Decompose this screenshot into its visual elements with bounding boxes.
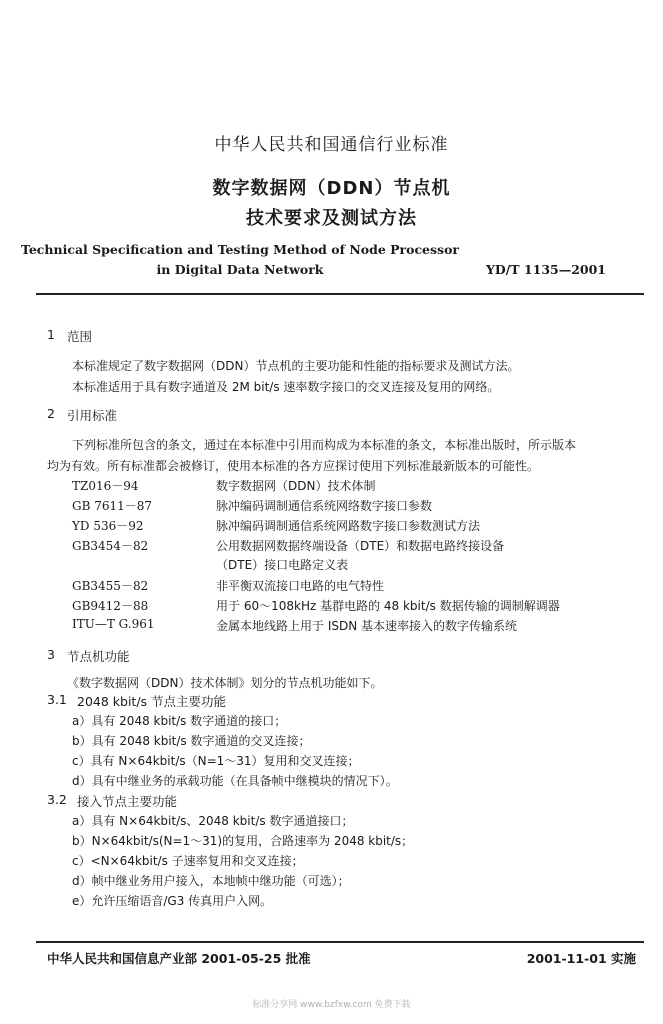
standard-number: YD/T 1135—2001 <box>485 262 606 277</box>
section-1-paragraph: 本标准适用于具有数字通道及 2M bit/s 速率数字接口的交叉连接及复用的网络。 <box>72 380 500 394</box>
reference-code: GB 7611－87 <box>72 499 153 513</box>
subsection-3-1-number: 3.1 <box>47 692 67 707</box>
footer-divider <box>36 941 644 943</box>
section-2-title: 引用标准 <box>67 408 118 423</box>
english-title-line1: Technical Specification and Testing Method of Node Processor <box>20 242 460 257</box>
english-title-line2: in Digital Data Network <box>156 262 324 277</box>
section-2-paragraph: 下列标准所包含的条文，通过在本标准中引用而构成为本标准的条文，本标准出版时，所示版本 <box>72 438 577 452</box>
subsection-3-2-number: 3.2 <box>47 792 67 807</box>
section-1-title: 范围 <box>67 329 93 344</box>
list-item: b）具有 2048 kbit/s 数字通道的交叉连接； <box>72 734 311 748</box>
section-1-number: 1 <box>47 327 55 342</box>
reference-code: YD 536－92 <box>72 519 144 533</box>
list-item: a）具有 N×64kbit/s、2048 kbit/s 数字通道接口； <box>72 814 354 828</box>
list-item: b）N×64kbit/s(N=1～31)的复用，合路速率为 2048 kbit/s； <box>72 834 414 848</box>
reference-title: 脉冲编码调制通信系统网路数字接口参数测试方法 <box>216 519 481 533</box>
list-item: d）具有中继业务的承载功能（在具备帧中继模块的情况下）。 <box>72 774 398 788</box>
reference-title: 用于 60～108kHz 基群电路的 48 kbit/s 数据传输的调制解调器 <box>216 599 560 613</box>
subsection-3-1-title: 2048 kbit/s 节点主要功能 <box>77 694 227 709</box>
reference-code: GB3454－82 <box>72 539 149 553</box>
reference-title: 数字数据网（DDN）技术体制 <box>216 479 376 493</box>
approval-statement: 中华人民共和国信息产业部 2001-05-25 批准 <box>47 951 311 966</box>
reference-title: 公用数据网数据终端设备（DTE）和数据电路终接设备 <box>216 539 505 553</box>
reference-code: TZ016－94 <box>72 479 139 493</box>
list-item: a）具有 2048 kbit/s 数字通道的接口； <box>72 714 287 728</box>
reference-code: GB3455－82 <box>72 579 149 593</box>
section-3-title: 节点机功能 <box>67 649 130 664</box>
list-item: c）<N×64kbit/s 子速率复用和交叉连接； <box>72 854 304 868</box>
reference-title: 脉冲编码调制通信系统网络数字接口参数 <box>216 499 433 513</box>
header-divider <box>36 293 644 295</box>
subsection-3-2-title: 接入节点主要功能 <box>77 794 178 809</box>
watermark: 标准分享网 www.bzfxw.com 免费下载 <box>252 1000 411 1010</box>
section-1-paragraph: 本标准规定了数字数据网（DDN）节点机的主要功能和性能的指标要求及测试方法。 <box>72 359 520 373</box>
reference-code: GB9412－88 <box>72 599 149 613</box>
document-title-line2: 技术要求及测试方法 <box>246 208 417 229</box>
section-3-number: 3 <box>47 647 55 662</box>
reference-title-continued: （DTE）接口电路定义表 <box>216 558 349 572</box>
reference-code: ITU—T G.961 <box>72 617 155 631</box>
standard-series-heading: 中华人民共和国通信行业标准 <box>214 135 449 155</box>
section-2-paragraph: 均为有效。所有标准都会被修订，使用本标准的各方应探讨使用下列标准最新版本的可能性。 <box>47 459 540 473</box>
list-item: e）允许压缩语音/G3 传真用户入网。 <box>72 894 273 908</box>
implementation-date: 2001-11-01 实施 <box>526 951 636 966</box>
reference-title: 金属本地线路上用于 ISDN 基本速率接入的数字传输系统 <box>216 619 518 633</box>
reference-title: 非平衡双流接口电路的电气特性 <box>216 579 385 593</box>
section-3-intro: 《数字数据网（DDN）技术体制》划分的节点机功能如下。 <box>67 676 383 690</box>
document-title-line1: 数字数据网（DDN）节点机 <box>212 178 451 199</box>
list-item: d）帧中继业务用户接入，本地帧中继功能（可选）； <box>72 874 350 888</box>
list-item: c）具有 N×64kbit/s（N=1～31）复用和交叉连接； <box>72 754 360 768</box>
section-2-number: 2 <box>47 406 55 421</box>
